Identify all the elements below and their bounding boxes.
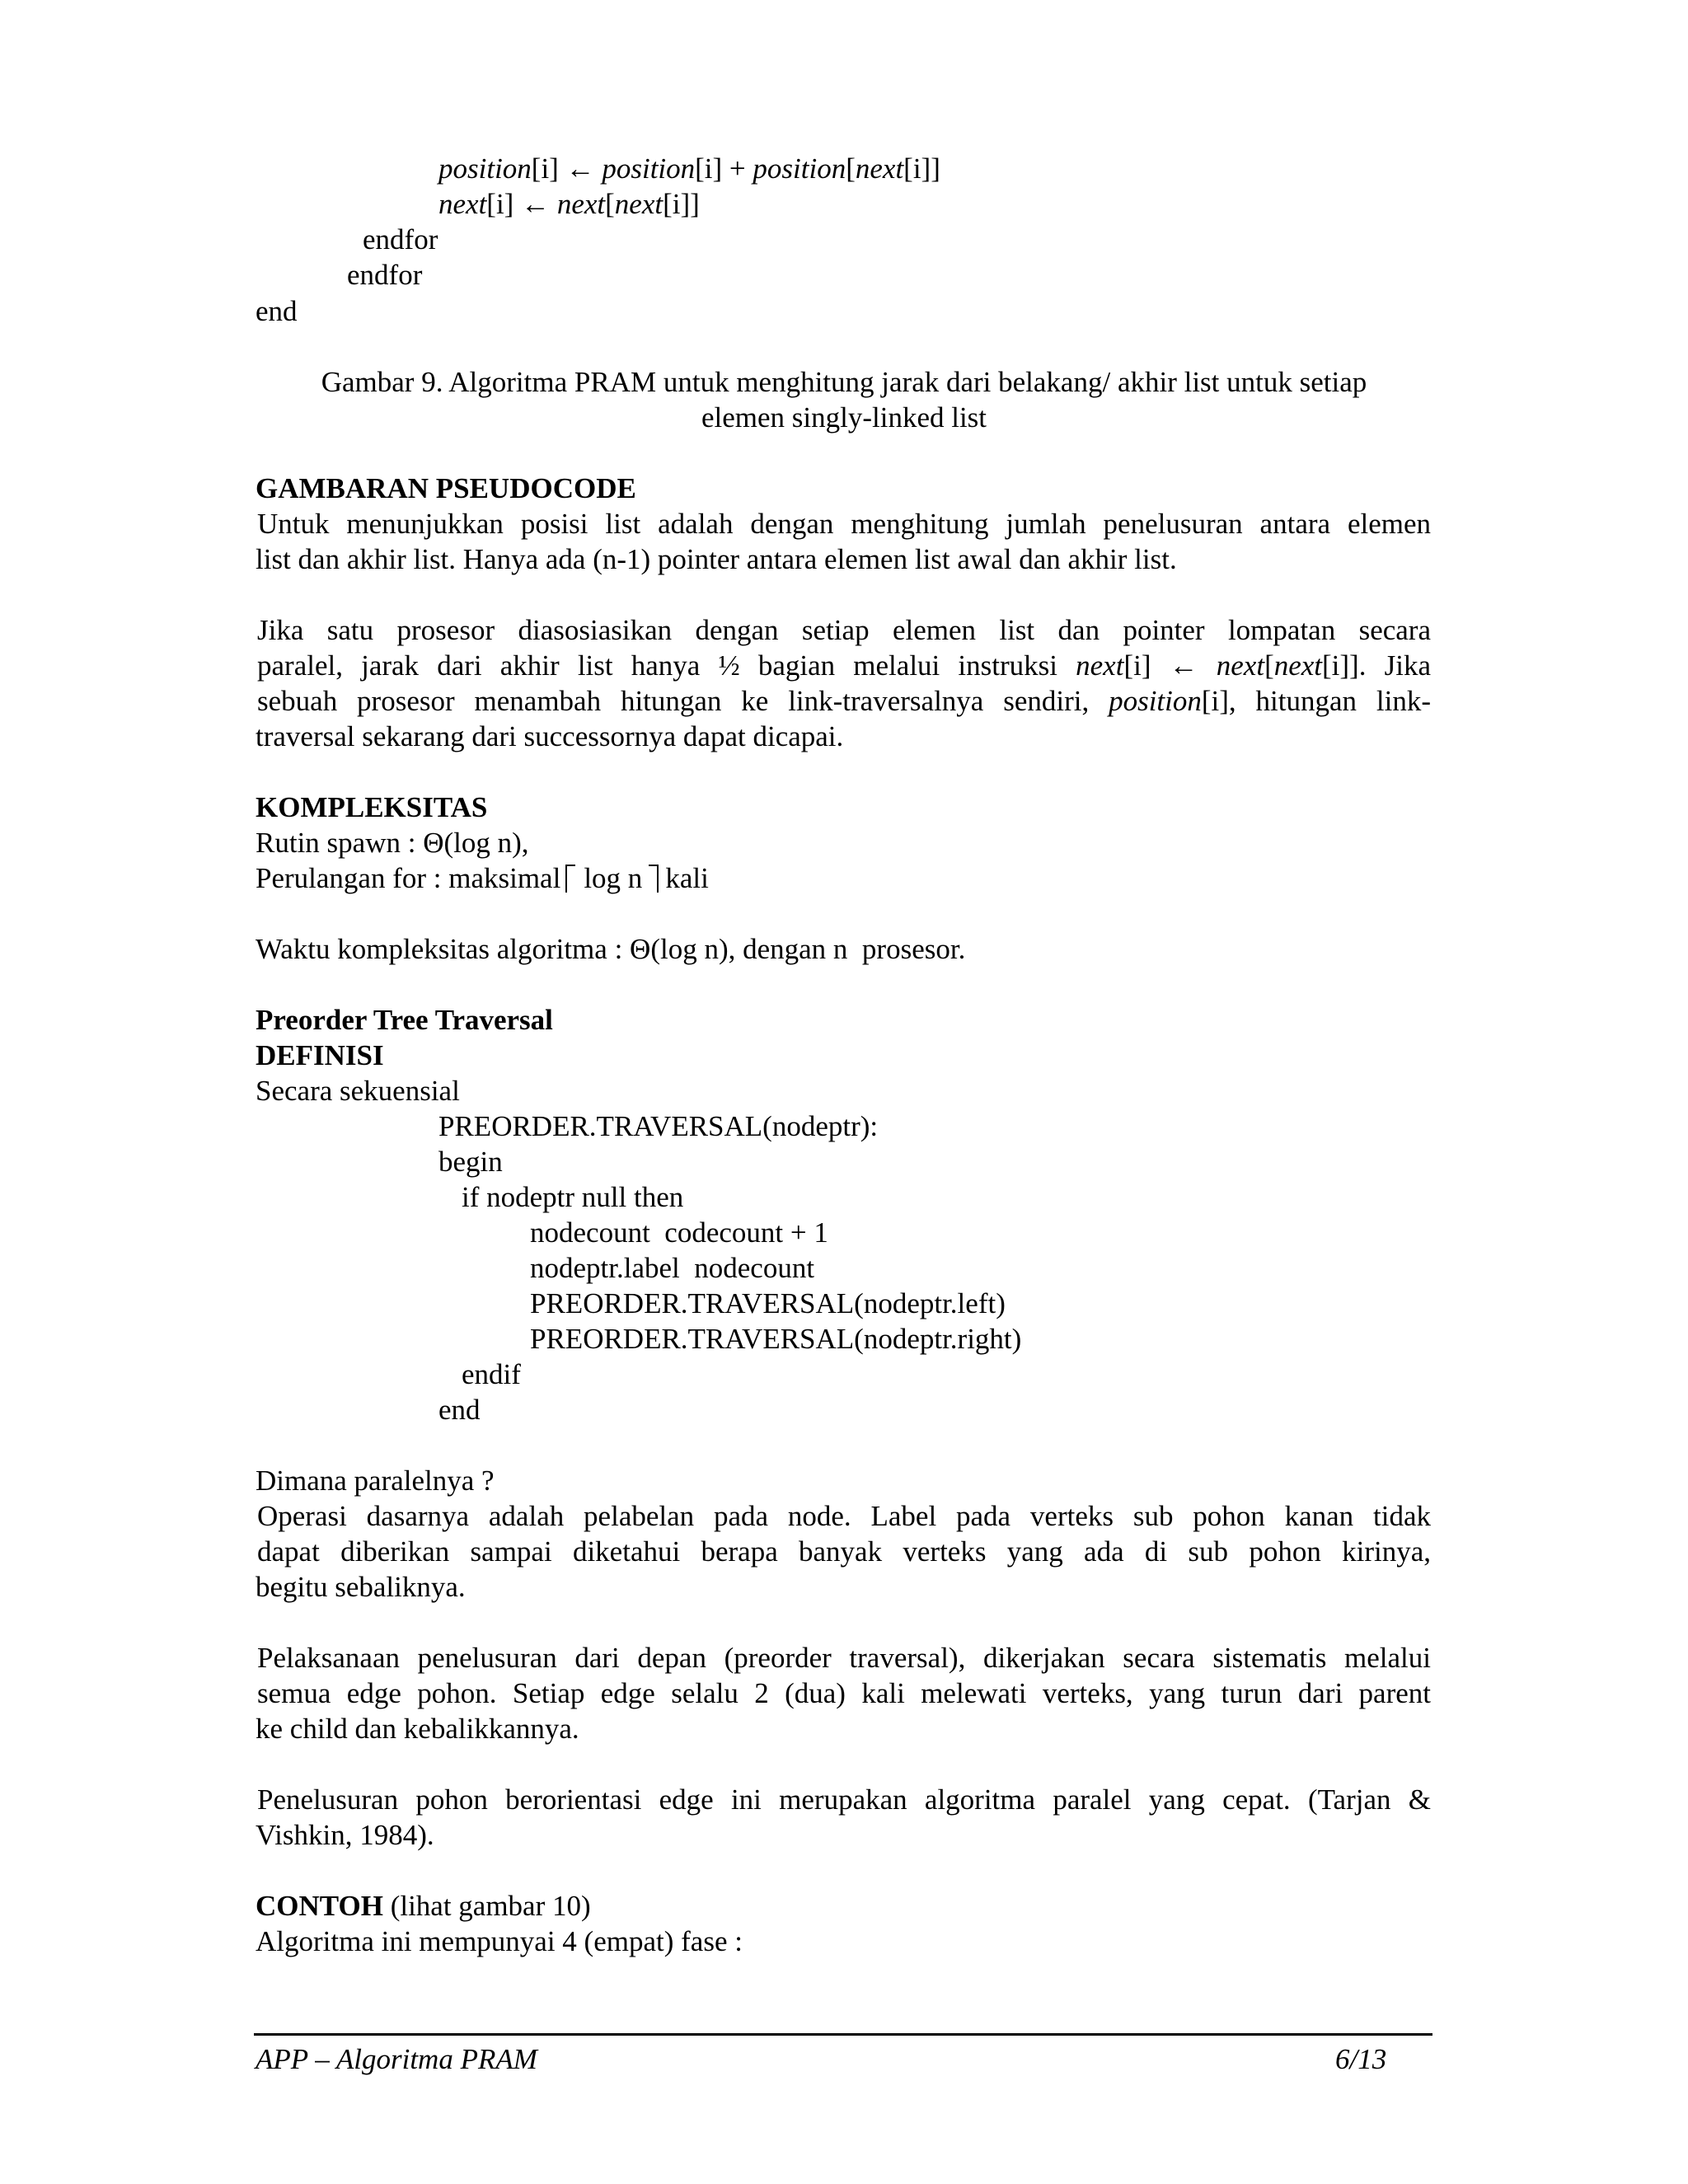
- paragraph-line: Penelusuran pohon berorientasi edge ini merupakan algoritma paralel yang cepat. (Tarjan &: [257, 1783, 1431, 1816]
- footer-title: APP – Algoritma PRAM: [256, 2043, 537, 2075]
- section-heading-contoh: CONTOH: [256, 1890, 383, 1922]
- paragraph-line: dapat diberikan sampai diketahui berapa banyak verteks yang ada di sub pohon kirinya,: [257, 1535, 1431, 1568]
- footer-page-number: 6/13: [1335, 2043, 1387, 2075]
- code-line: nodecount codecount + 1: [530, 1216, 828, 1249]
- algo-endfor-outer: endfor: [347, 259, 423, 291]
- sequential-label: Secara sekuensial: [256, 1075, 460, 1107]
- paragraph-line: Untuk menunjukkan posisi list adalah dengan menghitung jumlah penelusuran antara elemen: [257, 508, 1431, 540]
- algo-endfor-inner: endfor: [363, 223, 438, 255]
- code-line: endif: [462, 1358, 521, 1390]
- complexity-total: Waktu kompleksitas algoritma : Θ(log n), dengan n prosesor.: [256, 933, 966, 965]
- code-line: PREORDER.TRAVERSAL(nodeptr.left): [530, 1287, 1006, 1319]
- contoh-phases: Algoritma ini mempunyai 4 (empat) fase :: [256, 1925, 743, 1957]
- paragraph-line: paralel, jarak dari akhir list hanya ½ bagian melalui instruksi next[i] ← next[next[i]]. Jika: [257, 649, 1431, 682]
- section-heading-complexity: KOMPLEKSITAS: [256, 791, 488, 823]
- code-line: if nodeptr null then: [462, 1181, 684, 1213]
- footer-rule: [254, 2033, 1432, 2036]
- paragraph-line: semua edge pohon. Setiap edge selalu 2 (dua) kali melewati verteks, yang turun dari parent: [257, 1677, 1431, 1709]
- contoh-line: CONTOH (lihat gambar 10): [256, 1890, 591, 1922]
- algo-line-next-update: next[i] ← next[next[i]]: [438, 188, 700, 220]
- paragraph-line: sebuah prosesor menambah hitungan ke link-traversalnya sendiri, position[i], hitungan link-: [257, 685, 1431, 717]
- section-heading-definisi: DEFINISI: [256, 1039, 384, 1071]
- figure-caption-line2: elemen singly-linked list: [701, 401, 987, 434]
- section-heading-pseudocode: GAMBARAN PSEUDOCODE: [256, 472, 636, 504]
- paragraph-line: traversal sekarang dari successornya dapat dicapai.: [256, 720, 844, 752]
- question-line: Dimana paralelnya ?: [256, 1465, 495, 1497]
- code-line: nodeptr.label nodecount: [530, 1252, 815, 1284]
- paragraph-line: Vishkin, 1984).: [256, 1819, 434, 1851]
- ceiling-right-bracket: [649, 865, 659, 893]
- complexity-loop: Perulangan for : maksimal log n kali: [256, 862, 709, 894]
- code-line: end: [438, 1394, 481, 1426]
- paragraph-line: list dan akhir list. Hanya ada (n-1) pointer antara elemen list awal dan akhir list.: [256, 543, 1177, 575]
- figure-caption-line1: Gambar 9. Algoritma PRAM untuk menghitung jarak dari belakang/ akhir list untuk setiap: [321, 366, 1367, 398]
- complexity-spawn: Rutin spawn : Θ(log n),: [256, 827, 529, 859]
- code-line: PREORDER.TRAVERSAL(nodeptr.right): [530, 1323, 1022, 1355]
- paragraph-line: Pelaksanaan penelusuran dari depan (preorder traversal), dikerjakan secara sistematis melalui: [257, 1642, 1431, 1674]
- paragraph-line: ke child dan kebalikkannya.: [256, 1713, 579, 1745]
- code-line: begin: [438, 1146, 503, 1178]
- section-title-preorder: Preorder Tree Traversal: [256, 1004, 553, 1036]
- paragraph-line: Jika satu prosesor diasosiasikan dengan setiap elemen list dan pointer lompatan secara: [257, 614, 1431, 646]
- ceiling-left-bracket: [565, 865, 575, 893]
- paragraph-line: begitu sebaliknya.: [256, 1571, 466, 1603]
- algo-line-position-update: position[i] ← position[i] + position[next[i]]: [438, 152, 940, 185]
- code-line: PREORDER.TRAVERSAL(nodeptr):: [438, 1110, 879, 1142]
- paragraph-line: Operasi dasarnya adalah pelabelan pada node. Label pada verteks sub pohon kanan tidak: [257, 1500, 1431, 1532]
- algo-end: end: [256, 295, 298, 327]
